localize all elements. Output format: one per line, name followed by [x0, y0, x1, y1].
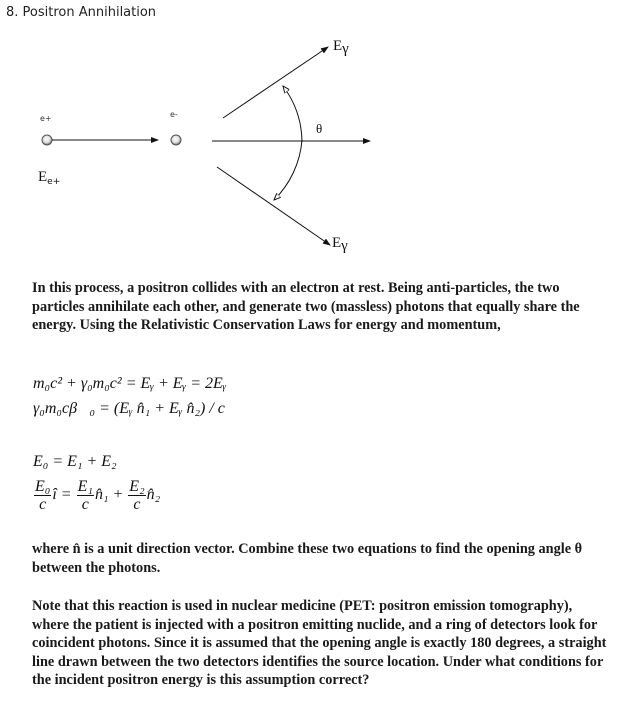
- intro-paragraph: In this process, a positron collides with an electron at rest. Being anti-particles, the two particles annihilate each other, and generate two (massless) photons that equally share the energy. Using the Relativistic Conservation Laws for energy and momentum,: [32, 280, 580, 333]
- photon-1-energy-label: Eγ: [333, 38, 349, 57]
- annihilation-diagram: [0, 0, 621, 270]
- term1-numerator: E₁: [77, 478, 93, 495]
- photon-2-arrow: [217, 167, 330, 245]
- electron-label: e-: [170, 110, 178, 119]
- energy-conservation-equation: m₀c² + γ₀m₀c² = Eᵧ + Eᵧ = 2Eᵧ: [33, 375, 227, 392]
- momentum-conservation-equation: γ₀m₀cβ⃗₀ = (Eᵧ n̂₁ + Eᵧ n̂₂) / c: [33, 400, 225, 417]
- question-2-paragraph: Note that this reaction is used in nuclear medicine (PET: positron emission tomography), where the patient is injected with a positron emitting nuclide, and a ring of detectors look for coincident photons. Since it is assumed that the opening angle is exactly 180 degrees, a straight line drawn between the two detectors identifies the source location. Under what conditions for the incident positron energy is this assumption correct?: [32, 598, 607, 688]
- theta-label: θ: [316, 121, 323, 136]
- lhs-vector: î: [52, 486, 57, 504]
- term1-vector: n̂₁: [94, 486, 109, 504]
- lhs-denominator: c: [39, 496, 47, 513]
- energy-split-equation: E₀ = E₁ + E₂: [33, 453, 117, 470]
- photon-1-arrow: [223, 47, 328, 118]
- term2-denominator: c: [133, 496, 141, 513]
- problem-title: 8. Positron Annihilation: [6, 5, 157, 20]
- equals-sign: =: [60, 486, 72, 504]
- term2-numerator: E₂: [129, 478, 145, 495]
- angle-arc-lower: [274, 140, 302, 200]
- term1-denominator: c: [81, 496, 89, 513]
- question-1-paragraph: where n̂ is a unit direction vector. Combine these two equations to find the opening angle θ between the photons.: [32, 541, 583, 576]
- positron-energy-label: $E_{e+}$: [38, 169, 61, 187]
- positron-label: e+: [40, 114, 52, 123]
- photon-2-energy-label: Eγ: [332, 235, 348, 254]
- term2-vector: n̂₂: [146, 486, 161, 504]
- electron-particle: [171, 135, 181, 145]
- angle-arc-upper: [283, 86, 302, 142]
- momentum-split-equation: [33, 478, 160, 513]
- lhs-numerator: E₀: [35, 478, 51, 495]
- plus-sign: +: [112, 486, 124, 504]
- positron-particle: [42, 135, 52, 145]
